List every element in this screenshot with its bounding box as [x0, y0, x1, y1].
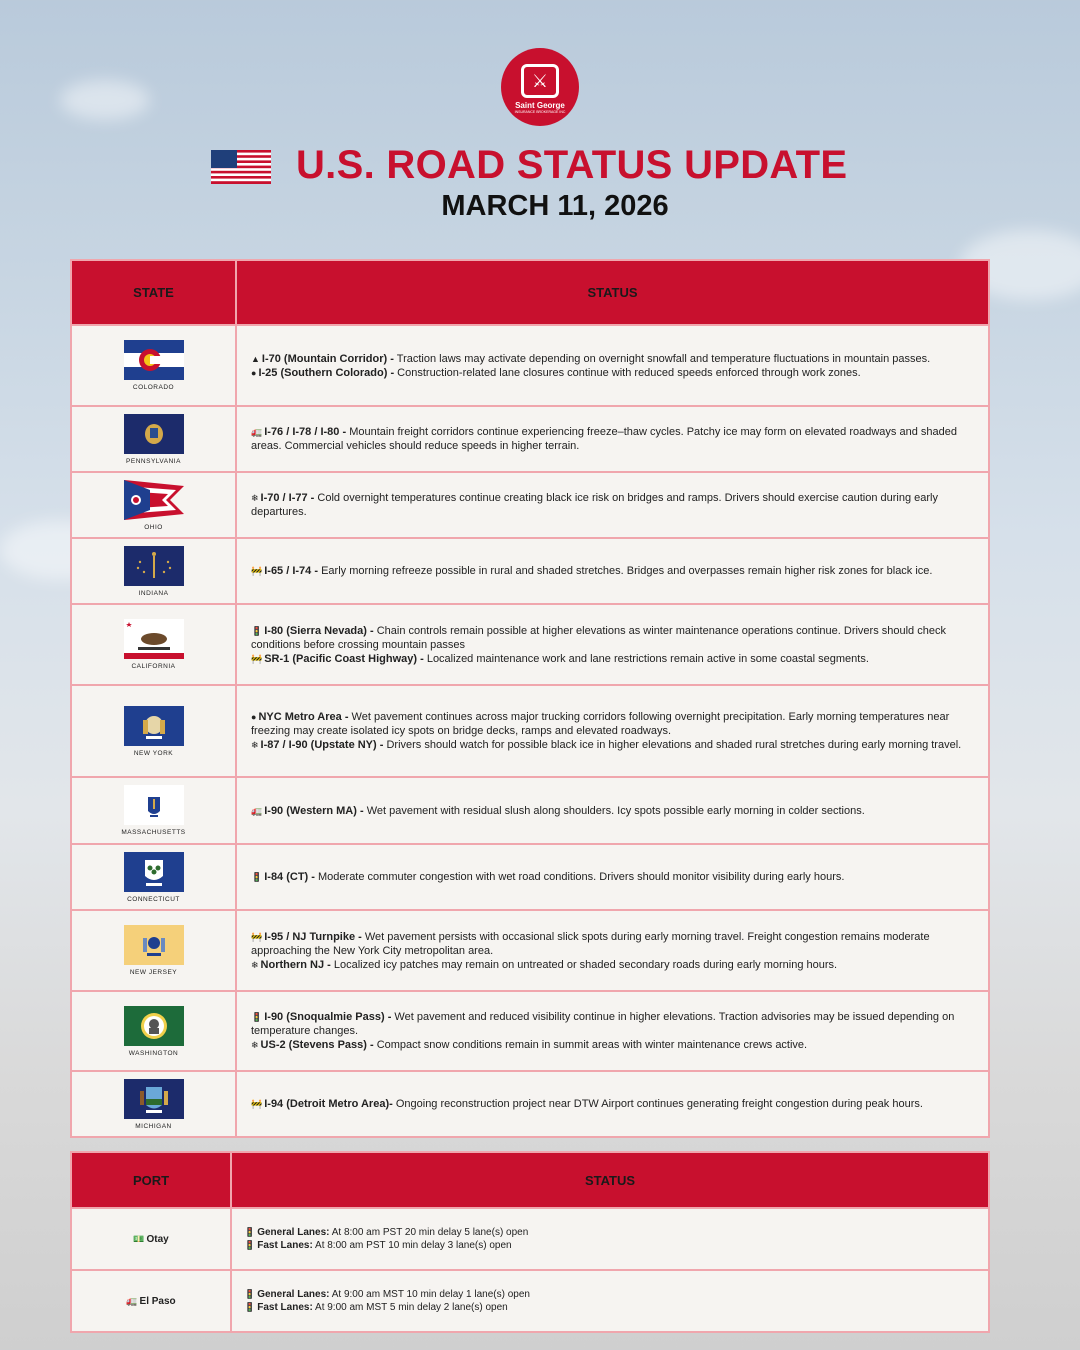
- states-header-row: [71, 260, 989, 325]
- state-name: MICHIGAN: [135, 1122, 172, 1130]
- state-name: CONNECTICUT: [127, 895, 180, 903]
- status-icon: ❄: [251, 1040, 259, 1050]
- company-logo: [501, 48, 579, 126]
- traffic-light-icon: 🚦: [244, 1302, 256, 1312]
- status-text: Early morning refreeze possible in rural and shaded stretches. Bridges and overpasses remain higher risk zones for black ice.: [318, 565, 933, 577]
- port-name: El Paso: [139, 1295, 176, 1307]
- status-icon: 🚦: [251, 872, 263, 882]
- status-icon: 🚧: [251, 653, 263, 664]
- status-line: [251, 804, 974, 818]
- lane-label: General Lanes:: [257, 1227, 330, 1238]
- state-column-header: STATE: [71, 260, 236, 325]
- status-line: [251, 930, 974, 958]
- highway-label: NYC Metro Area -: [258, 711, 349, 723]
- status-text: Compact snow conditions remain in summit areas with winter maintenance crews active.: [373, 1039, 808, 1051]
- ports-status-table: [70, 1151, 990, 1333]
- state-cell: [71, 1071, 236, 1137]
- state-row: [71, 538, 989, 604]
- port-status-column-header: STATUS: [231, 1152, 989, 1208]
- lane-status-text: At 9:00 am MST 10 min delay 1 lane(s) open: [329, 1289, 530, 1300]
- page-title: U.S. ROAD STATUS UPDATE: [296, 143, 848, 187]
- state-cell: [71, 910, 236, 991]
- status-line: [251, 491, 974, 519]
- highway-label: I-25 (Southern Colorado) -: [258, 366, 395, 379]
- port-cell: [71, 1270, 231, 1332]
- port-status-cell: [231, 1270, 989, 1332]
- status-text: Traction laws may activate depending on overnight snowfall and temperature fluctuations in mountain passes.: [393, 352, 931, 365]
- status-text: Localized maintenance work and lane restrictions remain active in some coastal segments.: [423, 652, 869, 665]
- logo-name: Saint George: [515, 101, 565, 110]
- new-york-flag-icon: [124, 706, 184, 746]
- status-text: Chain controls remain possible at higher elevations as winter maintenance operations continue. Drivers should check conditions before crossing mountain passes: [251, 624, 946, 651]
- state-row: [71, 325, 989, 406]
- status-line: [251, 1010, 974, 1038]
- status-text: Mountain freight corridors continue experiencing freeze–thaw cycles. Patchy ice may form on elevated roadways and shaded areas. Commercial vehicles should reduce speeds in higher terrain.: [251, 426, 957, 452]
- state-cell: [71, 685, 236, 777]
- state-row: [71, 685, 989, 777]
- state-cell: [71, 325, 236, 406]
- highway-label: I-65 / I-74 -: [264, 565, 319, 577]
- status-cell: [236, 406, 989, 472]
- status-icon: ▲: [251, 353, 260, 364]
- lane-status-text: At 8:00 am PST 20 min delay 5 lane(s) open: [329, 1227, 529, 1238]
- status-line: [251, 870, 974, 884]
- highway-label: I-90 (Western MA) -: [264, 804, 364, 817]
- status-cell: [236, 844, 989, 910]
- lane-status-text: At 9:00 am MST 5 min delay 2 lane(s) open: [312, 1302, 508, 1313]
- state-cell: [71, 406, 236, 472]
- status-line: [251, 652, 974, 666]
- status-text: Drivers should watch for possible black ice in higher elevations and shaded rural stretches during early morning travel.: [383, 739, 962, 751]
- status-text: Wet pavement with residual slush along shoulders. Icy spots possible early morning in colder sections.: [363, 804, 865, 817]
- status-cell: [236, 991, 989, 1071]
- status-text: Wet pavement continues across major trucking corridors following overnight precipitation. Early morning temperatures near freezing may create isolated icy spots on bridge decks, ramps and elevated roadways.: [251, 711, 950, 737]
- saint-george-emblem-icon: ⚔: [521, 64, 559, 98]
- connecticut-flag-icon: [124, 852, 184, 892]
- status-cell: [236, 777, 989, 844]
- logo-subtitle: INSURANCE BROKERAGE INC: [514, 110, 566, 114]
- state-name: OHIO: [144, 523, 163, 531]
- lane-label: Fast Lanes:: [257, 1240, 313, 1251]
- highway-label: I-70 (Mountain Corridor) -: [261, 352, 394, 365]
- highway-label: I-95 / NJ Turnpike -: [264, 930, 362, 943]
- status-icon: 🚦: [251, 625, 263, 636]
- status-icon: ❄: [251, 493, 259, 503]
- status-icon: ❄: [251, 959, 259, 970]
- status-icon: 🚧: [251, 566, 263, 576]
- state-row: [71, 604, 989, 685]
- highway-label: US-2 (Stevens Pass) -: [260, 1039, 374, 1051]
- port-icon: 💵: [133, 1233, 145, 1244]
- port-status-line: [244, 1226, 976, 1239]
- michigan-flag-icon: [124, 1079, 184, 1119]
- highway-label: I-84 (CT) -: [264, 871, 315, 883]
- state-name: NEW JERSEY: [129, 969, 178, 976]
- status-line: [251, 958, 974, 972]
- state-name: WASHINGTON: [128, 1049, 179, 1057]
- highway-label: Northern NJ -: [260, 958, 331, 971]
- state-row: [71, 472, 989, 538]
- highway-label: I-90 (Snoqualmie Pass) -: [264, 1011, 392, 1023]
- state-name: CALIFORNIA: [131, 663, 176, 670]
- status-icon: 🚛: [251, 805, 263, 816]
- traffic-light-icon: 🚦: [244, 1227, 256, 1237]
- port-column-header: PORT: [71, 1152, 231, 1208]
- status-icon: ●: [251, 712, 257, 722]
- state-name: COLORADO: [132, 384, 175, 391]
- washington-flag-icon: [124, 1006, 184, 1046]
- ports-header-row: [71, 1152, 989, 1208]
- state-row: [71, 991, 989, 1071]
- port-status-line: [244, 1239, 976, 1252]
- colorado-flag-icon: [124, 340, 184, 380]
- status-line: [251, 564, 974, 578]
- state-name: NEW YORK: [133, 749, 174, 757]
- new-jersey-flag-icon: [124, 925, 184, 965]
- status-text: Localized icy patches may remain on untreated or shaded secondary roads during early morning hours.: [330, 958, 838, 971]
- status-line: [251, 738, 974, 752]
- port-row: [71, 1208, 989, 1270]
- massachusetts-flag-icon: [124, 785, 184, 825]
- california-flag-icon: [124, 619, 184, 659]
- state-cell: [71, 472, 236, 538]
- highway-label: SR-1 (Pacific Coast Highway) -: [264, 652, 424, 665]
- state-cell: [71, 991, 236, 1071]
- status-cell: [236, 685, 989, 777]
- status-line: [251, 352, 974, 366]
- traffic-light-icon: 🚦: [244, 1289, 256, 1299]
- highway-label: I-76 / I-78 / I-80 -: [264, 426, 347, 438]
- status-text: Moderate commuter congestion with wet road conditions. Drivers should monitor visibility during early hours.: [314, 871, 845, 883]
- ohio-flag-icon: [124, 480, 184, 520]
- status-line: [251, 425, 974, 453]
- pennsylvania-flag-icon: [124, 414, 184, 454]
- states-status-table: [70, 259, 990, 1138]
- port-status-line: [244, 1288, 976, 1301]
- status-cell: [236, 325, 989, 406]
- status-cell: [236, 910, 989, 991]
- state-name: INDIANA: [138, 589, 169, 597]
- highway-label: I-94 (Detroit Metro Area)-: [264, 1098, 393, 1110]
- status-icon: 🚦: [251, 1012, 263, 1022]
- highway-label: I-80 (Sierra Nevada) -: [264, 624, 374, 637]
- state-cell: [71, 604, 236, 685]
- status-text: Cold overnight temperatures continue creating black ice risk on bridges and ramps. Drivers should exercise caution during early departures.: [251, 492, 938, 518]
- status-icon: 🚧: [251, 1099, 263, 1109]
- status-text: Ongoing reconstruction project near DTW Airport continues generating freight congestion during peak hours.: [392, 1098, 923, 1110]
- status-cell: [236, 1071, 989, 1137]
- status-text: Wet pavement persists with occasional slick spots during early morning travel. Freight congestion remains moderate approaching the New York City metropolitan area.: [251, 930, 930, 957]
- page-date: MARCH 11, 2026: [441, 190, 669, 222]
- port-status-cell: [231, 1208, 989, 1270]
- status-line: [251, 1038, 974, 1052]
- highway-label: I-87 / I-90 (Upstate NY) -: [260, 739, 384, 751]
- status-icon: ❄: [251, 740, 259, 750]
- status-line: [251, 710, 974, 738]
- us-flag-icon: [211, 150, 271, 184]
- traffic-light-icon: 🚦: [244, 1240, 256, 1250]
- status-cell: [236, 472, 989, 538]
- port-status-line: [244, 1301, 976, 1314]
- status-icon: 🚧: [251, 931, 263, 942]
- lane-label: Fast Lanes:: [257, 1302, 313, 1313]
- state-row: [71, 406, 989, 472]
- port-icon: 🚛: [126, 1295, 138, 1306]
- status-line: [251, 366, 974, 380]
- lane-status-text: At 8:00 am PST 10 min delay 3 lane(s) open: [312, 1240, 512, 1251]
- lane-label: General Lanes:: [257, 1289, 330, 1300]
- state-name: MASSACHUSETTS: [121, 829, 186, 836]
- state-name: PENNSYLVANIA: [126, 457, 181, 465]
- state-row: [71, 777, 989, 844]
- state-row: [71, 910, 989, 991]
- port-row: [71, 1270, 989, 1332]
- state-cell: [71, 777, 236, 844]
- status-line: [251, 624, 974, 652]
- state-row: [71, 1071, 989, 1137]
- indiana-flag-icon: [124, 546, 184, 586]
- status-icon: ●: [251, 367, 257, 378]
- status-icon: 🚛: [251, 427, 263, 437]
- status-cell: [236, 538, 989, 604]
- port-name: Otay: [146, 1233, 169, 1245]
- status-column-header: STATUS: [236, 260, 989, 325]
- state-cell: [71, 538, 236, 604]
- state-cell: [71, 844, 236, 910]
- status-cell: [236, 604, 989, 685]
- state-row: [71, 844, 989, 910]
- status-line: [251, 1097, 974, 1111]
- status-text: Wet pavement and reduced visibility continue in higher elevations. Traction advisories may be issued depending on temperature changes.: [251, 1011, 955, 1037]
- highway-label: I-70 / I-77 -: [260, 492, 315, 504]
- status-text: Construction-related lane closures continue with reduced speeds enforced through work zones.: [394, 366, 861, 379]
- port-cell: [71, 1208, 231, 1270]
